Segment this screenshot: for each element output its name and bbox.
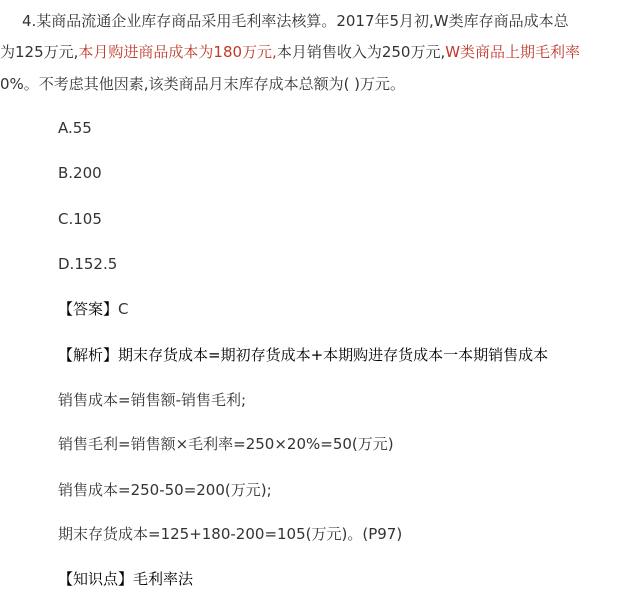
answer-value: C <box>118 300 129 318</box>
knowledge-value: 毛利率法 <box>133 570 194 588</box>
explanation-text: 期末存货成本=期初存货成本+本期购进存货成本一本期销售成本 <box>118 346 549 364</box>
question-line-1 <box>22 11 569 31</box>
question-text-1: 4.某商品流通企业库存商品采用毛利率法核算。2017年5月初,W类库存商品成本总 <box>22 12 569 30</box>
question-text-2d: W类商品上期毛利率 <box>445 43 581 61</box>
answer-label: 【答案】 <box>58 300 119 318</box>
explanation-row <box>58 345 548 365</box>
option-c: C.105 <box>58 210 102 228</box>
answer-row <box>58 299 129 319</box>
question-text-2a: 为125万元, <box>0 43 79 61</box>
question-line-2 <box>0 42 580 62</box>
explanation-label: 【解析】 <box>58 346 119 364</box>
option-a: A.55 <box>58 119 92 137</box>
option-d: D.152.5 <box>58 255 118 273</box>
question-text-2b: 本月购进商品成本为180万元, <box>78 43 277 61</box>
option-b: B.200 <box>58 164 102 182</box>
question-text-3: 0%。不考虑其他因素,该类商品月末库存成本总额为( )万元。 <box>0 75 406 93</box>
step-2: 销售毛利=销售额×毛利率=250×20%=50(万元) <box>58 435 394 453</box>
step-1: 销售成本=销售额-销售毛利; <box>58 391 247 409</box>
step-3: 销售成本=250-50=200(万元); <box>58 481 272 499</box>
question-text-2c: 本月销售收入为250万元, <box>276 43 446 61</box>
question-line-3 <box>0 74 405 94</box>
knowledge-label: 【知识点】 <box>58 570 134 588</box>
step-4: 期末存货成本=125+180-200=105(万元)。(P97) <box>58 525 403 543</box>
knowledge-row <box>58 569 193 589</box>
